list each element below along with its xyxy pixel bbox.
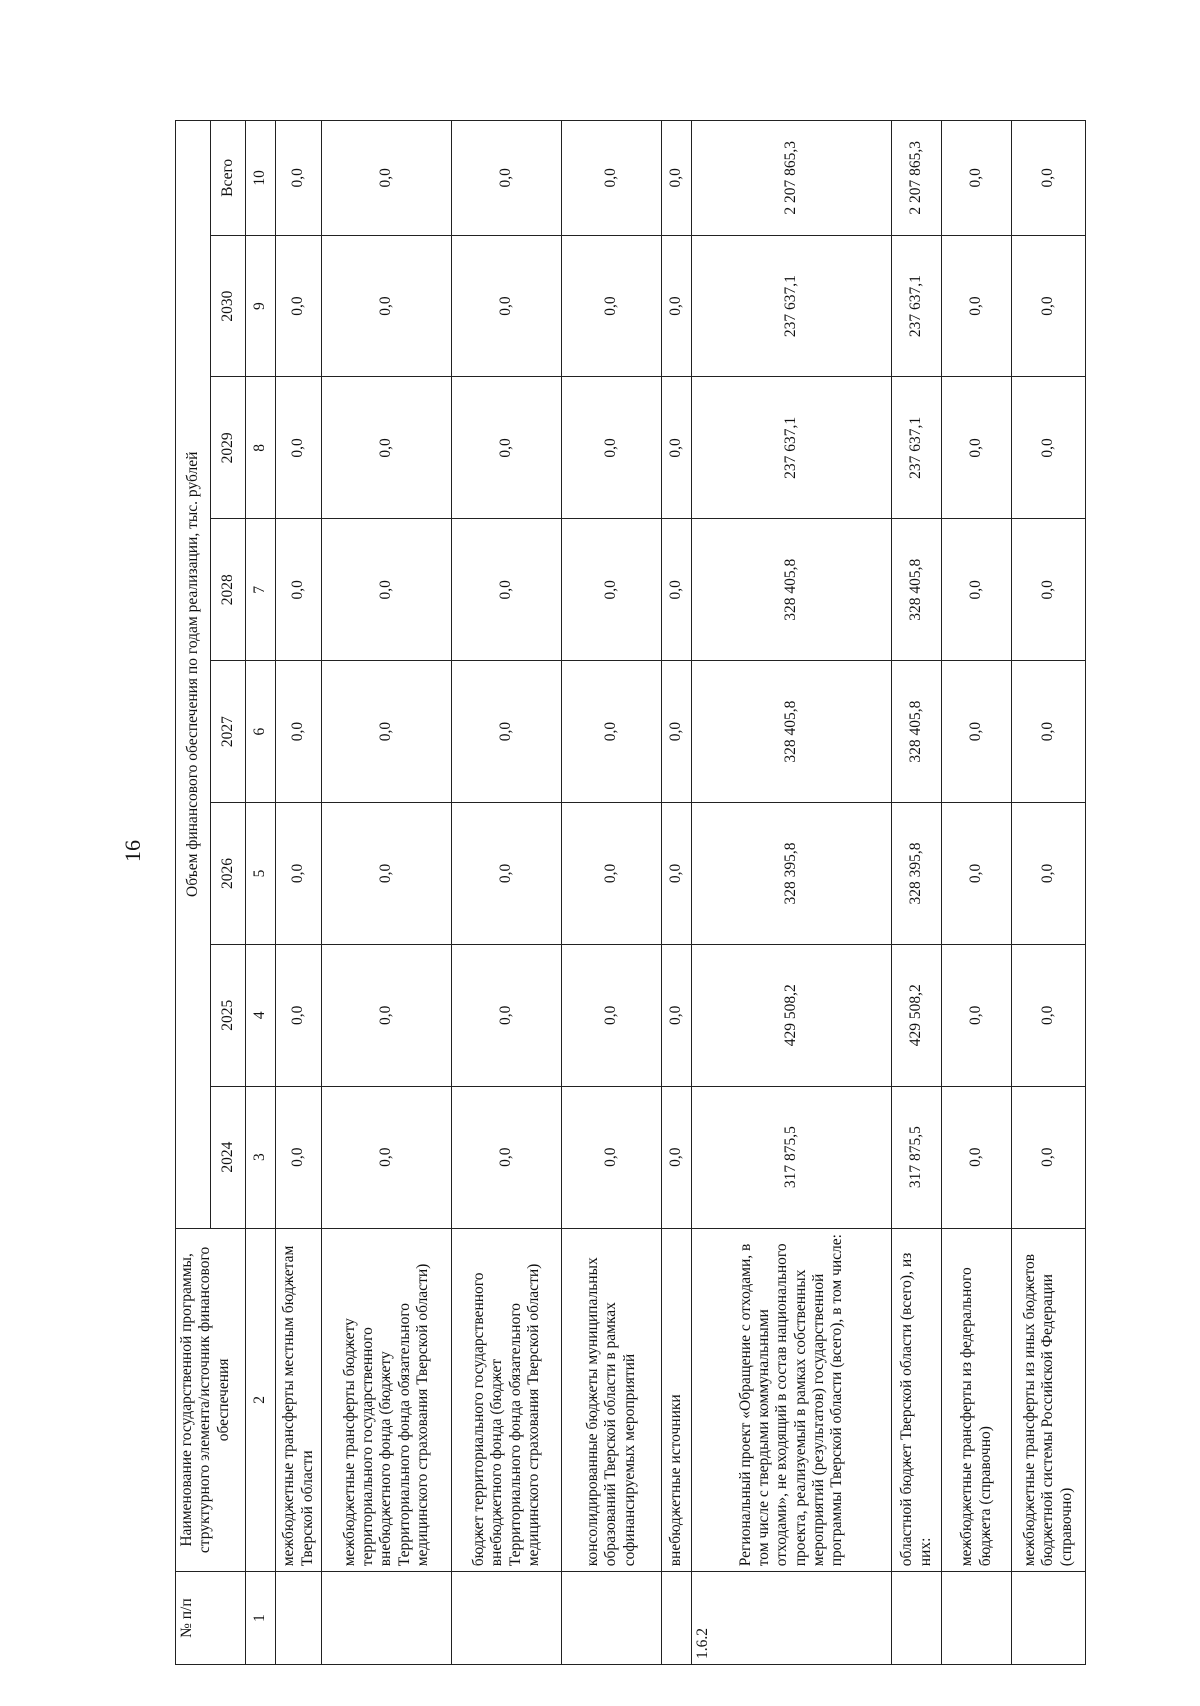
page-number: 16 (120, 840, 145, 862)
row-value: 0,0 (562, 519, 662, 661)
table-row (662, 121, 692, 1665)
row-value: 0,0 (452, 1086, 562, 1228)
row-value: 0,0 (562, 235, 662, 377)
column-index: 10 (246, 121, 276, 236)
header-year: 2030 (211, 235, 246, 377)
table-row (276, 121, 322, 1665)
row-value: 0,0 (322, 1086, 452, 1228)
row-value: 0,0 (452, 519, 562, 661)
row-value: 0,0 (562, 377, 662, 519)
row-value: 0,0 (276, 377, 322, 519)
row-value: 0,0 (322, 803, 452, 945)
column-index: 4 (246, 944, 276, 1086)
table-row (1012, 121, 1086, 1665)
row-value: 0,0 (276, 803, 322, 945)
row-value: 0,0 (322, 121, 452, 236)
row-value: 237 637,1 (892, 235, 942, 377)
row-value: 0,0 (276, 944, 322, 1086)
row-value: 0,0 (1012, 519, 1086, 661)
header-total: Всего (211, 121, 246, 236)
financing-table (175, 120, 1086, 1665)
row-value: 0,0 (942, 235, 1012, 377)
row-value: 0,0 (942, 377, 1012, 519)
row-value: 0,0 (562, 121, 662, 236)
rotated-table-sheet (175, 120, 1075, 1665)
row-value: 0,0 (942, 121, 1012, 236)
row-name: областной бюджет Тверской области (всего), из них: (892, 1228, 942, 1572)
row-value: 0,0 (942, 944, 1012, 1086)
row-value: 0,0 (662, 803, 692, 945)
row-value: 0,0 (1012, 235, 1086, 377)
row-value: 0,0 (662, 1086, 692, 1228)
row-name: консолидированные бюджеты муниципальных образований Тверской области в рамках софинансируемых мероприятий (562, 1228, 662, 1572)
row-value: 0,0 (1012, 944, 1086, 1086)
header-year: 2029 (211, 377, 246, 519)
row-name: межбюджетные трансферты из иных бюджетов бюджетной системы Российской Федерации (справочно) (1012, 1228, 1086, 1572)
row-value: 0,0 (1012, 1086, 1086, 1228)
row-value: 328 395,8 (892, 803, 942, 945)
row-code: 1.6.2 (692, 1572, 892, 1665)
row-value: 0,0 (452, 121, 562, 236)
header-num: № п/п (176, 1572, 246, 1665)
row-value: 0,0 (1012, 661, 1086, 803)
row-value: 0,0 (322, 661, 452, 803)
row-value: 0,0 (942, 519, 1012, 661)
row-value: 0,0 (322, 377, 452, 519)
table-row (562, 121, 662, 1665)
row-value: 0,0 (452, 803, 562, 945)
row-value: 0,0 (942, 1086, 1012, 1228)
row-value: 0,0 (276, 519, 322, 661)
row-value: 0,0 (942, 803, 1012, 945)
row-value: 0,0 (452, 377, 562, 519)
row-name: Региональный проект «Обращение с отходами, в том числе с твердыми коммунальными отходами», не входящий в состав национального проекта, реализуемый в рамках собственных мероприятий (результатов) государственной программы Тверской области (всего), в том числе: (692, 1228, 892, 1572)
table-body (276, 121, 1086, 1665)
row-value: 0,0 (452, 944, 562, 1086)
row-value: 0,0 (452, 235, 562, 377)
row-value: 237 637,1 (892, 377, 942, 519)
row-value: 0,0 (662, 121, 692, 236)
table-row (892, 121, 942, 1665)
column-index: 5 (246, 803, 276, 945)
row-value: 0,0 (562, 661, 662, 803)
column-index: 6 (246, 661, 276, 803)
row-value: 328 405,8 (892, 519, 942, 661)
row-value: 0,0 (942, 661, 1012, 803)
row-value: 0,0 (1012, 121, 1086, 236)
row-value: 0,0 (276, 1086, 322, 1228)
column-index: 7 (246, 519, 276, 661)
row-value: 0,0 (452, 661, 562, 803)
row-code (662, 1572, 692, 1665)
row-value: 2 207 865,3 (692, 121, 892, 236)
row-name: межбюджетные трансферты местным бюджетам Тверской области (276, 1228, 322, 1572)
row-value: 237 637,1 (692, 235, 892, 377)
table-row (322, 121, 452, 1665)
column-index: 1 (246, 1572, 276, 1665)
row-value: 237 637,1 (692, 377, 892, 519)
header-group: Объем финансового обеспечения по годам реализации, тыс. рублей (176, 121, 211, 1229)
row-value: 0,0 (562, 803, 662, 945)
row-value: 0,0 (562, 1086, 662, 1228)
row-value: 0,0 (662, 377, 692, 519)
row-value: 317 875,5 (892, 1086, 942, 1228)
table-row (452, 121, 562, 1665)
column-index: 2 (246, 1228, 276, 1572)
row-name: межбюджетные трансферты бюджету территориального государственного внебюджетного фонда (бюджету Территориального фонда обязательного медицинского страхования Тверской области) (322, 1228, 452, 1572)
row-code (942, 1572, 1012, 1665)
row-value: 0,0 (662, 519, 692, 661)
row-value: 2 207 865,3 (892, 121, 942, 236)
row-value: 0,0 (662, 235, 692, 377)
row-name: внебюджетные источники (662, 1228, 692, 1572)
row-code (322, 1572, 452, 1665)
header-name: Наименование государственной программы, структурного элемента/источник финансового обеспечения (176, 1228, 246, 1572)
column-index: 8 (246, 377, 276, 519)
row-value: 0,0 (322, 944, 452, 1086)
row-value: 0,0 (1012, 377, 1086, 519)
row-value: 429 508,2 (892, 944, 942, 1086)
row-value: 328 405,8 (892, 661, 942, 803)
row-value: 0,0 (562, 944, 662, 1086)
header-year: 2024 (211, 1086, 246, 1228)
row-value: 0,0 (322, 519, 452, 661)
row-value: 0,0 (662, 944, 692, 1086)
header-year: 2027 (211, 661, 246, 803)
row-value: 0,0 (276, 121, 322, 236)
row-value: 328 405,8 (692, 661, 892, 803)
row-value: 0,0 (276, 661, 322, 803)
column-index: 3 (246, 1086, 276, 1228)
row-code (276, 1572, 322, 1665)
row-code (452, 1572, 562, 1665)
header-year: 2026 (211, 803, 246, 945)
column-index-row (246, 121, 276, 1665)
row-value: 317 875,5 (692, 1086, 892, 1228)
column-index: 9 (246, 235, 276, 377)
header-year: 2028 (211, 519, 246, 661)
row-value: 0,0 (662, 661, 692, 803)
row-code (562, 1572, 662, 1665)
row-code (1012, 1572, 1086, 1665)
row-name: межбюджетные трансферты из федерального бюджета (справочно) (942, 1228, 1012, 1572)
row-value: 429 508,2 (692, 944, 892, 1086)
row-value: 0,0 (1012, 803, 1086, 945)
row-value: 0,0 (322, 235, 452, 377)
row-name: бюджет территориального государственного внебюджетного фонда (бюджет Территориального фонда обязательного медицинского страхования Тверской области) (452, 1228, 562, 1572)
table-row (942, 121, 1012, 1665)
header-year: 2025 (211, 944, 246, 1086)
table-row (692, 121, 892, 1665)
row-value: 328 405,8 (692, 519, 892, 661)
row-value: 0,0 (276, 235, 322, 377)
row-value: 328 395,8 (692, 803, 892, 945)
row-code (892, 1572, 942, 1665)
